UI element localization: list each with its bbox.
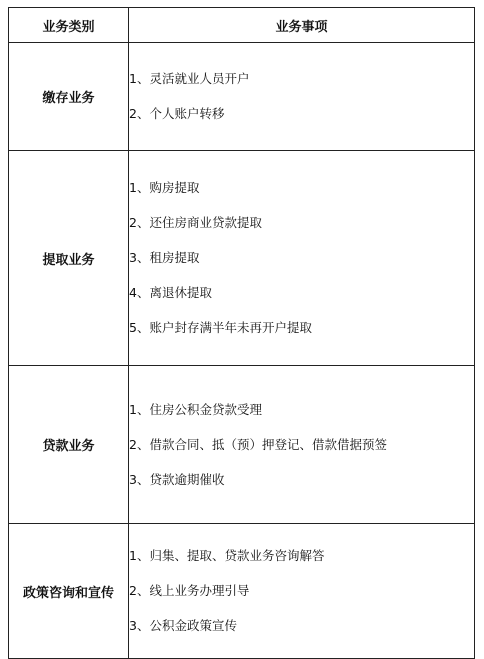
- header-items: 业务事项: [129, 8, 475, 43]
- category-cell: 贷款业务: [9, 366, 129, 524]
- list-item: 2、借款合同、抵（预）押登记、借款借据预签: [129, 436, 387, 452]
- items-cell: [129, 151, 475, 366]
- list-item: 3、贷款逾期催收: [129, 471, 225, 487]
- category-cell: 政策咨询和宣传: [9, 524, 129, 659]
- list-item: 1、购房提取: [129, 180, 200, 195]
- table-body: [9, 43, 475, 659]
- list-item: 5、账户封存满半年未再开户提取: [129, 320, 312, 335]
- category-cell: 缴存业务: [9, 43, 129, 151]
- items-cell: [129, 524, 475, 659]
- header-row: [9, 8, 475, 43]
- table-header: [9, 8, 475, 43]
- list-item: 2、还住房商业贷款提取: [129, 215, 262, 230]
- list-item: 1、住房公积金贷款受理: [129, 401, 262, 417]
- items-cell: [129, 366, 475, 524]
- list-item: 3、租房提取: [129, 250, 200, 265]
- list-item: 2、个人账户转移: [129, 106, 225, 121]
- list-item: 1、归集、提取、贷款业务咨询解答: [129, 548, 325, 563]
- header-category: 业务类别: [9, 8, 129, 43]
- business-table: [8, 7, 475, 659]
- table-row: [9, 43, 475, 151]
- list-item: 4、离退休提取: [129, 285, 212, 300]
- category-cell: 提取业务: [9, 151, 129, 366]
- table-row: [9, 524, 475, 659]
- list-item: 3、公积金政策宣传: [129, 618, 237, 633]
- table-row: [9, 151, 475, 366]
- table-row: [9, 366, 475, 524]
- items-cell: [129, 43, 475, 151]
- list-item: 1、灵活就业人员开户: [129, 71, 250, 86]
- list-item: 2、线上业务办理引导: [129, 583, 250, 598]
